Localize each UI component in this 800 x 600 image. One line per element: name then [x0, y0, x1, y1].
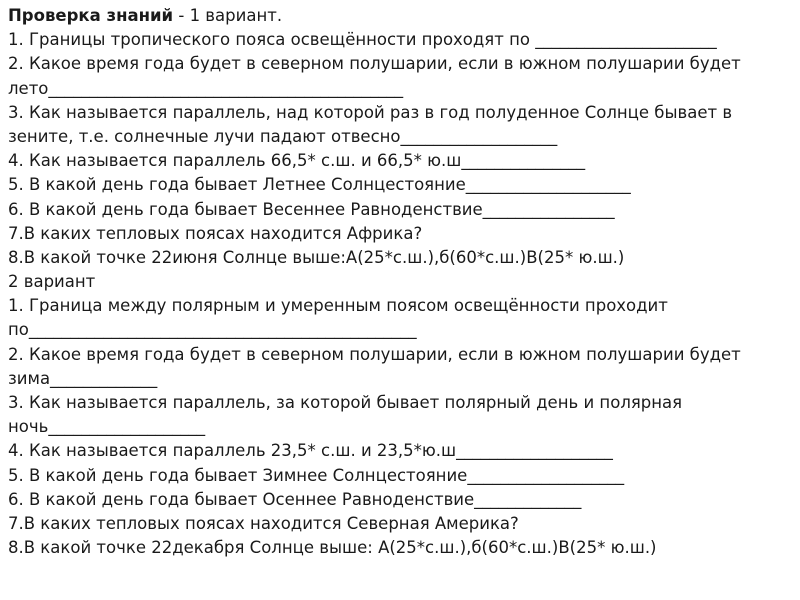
question-line: 5. В какой день года бывает Летнее Солнцестояние____________________	[8, 175, 631, 195]
question-line: 1. Границы тропического пояса освещённости проходят по ______________________	[8, 30, 717, 50]
question-line: 3. Как называется параллель, за которой бывает полярный день и полярная	[8, 393, 683, 412]
variant-heading: 2 вариант	[8, 272, 96, 292]
question-line: 4. Как называется параллель 23,5* с.ш. и 23,5*ю.ш___________________	[8, 441, 613, 461]
question-line: 8.В какой точке 22декабря Солнце выше: А(25*с.ш.),б(60*с.ш.)В(25* ю.ш.)	[8, 538, 657, 558]
question-line: 5. В какой день года бывает Зимнее Солнцестояние___________________	[8, 465, 625, 485]
question-line: 3. Как называется параллель, над которой раз в год полуденное Солнце бывает в	[8, 102, 733, 122]
question-line: лето___________________________________________	[8, 78, 404, 98]
question-line: 2. Какое время года будет в северном полушарии, если в южном полушарии будет	[8, 344, 741, 364]
worksheet-title: Проверка знаний	[8, 6, 174, 25]
question-line: ночь___________________	[8, 417, 206, 437]
worksheet	[8, 4, 792, 560]
question-line: 4. Как называется параллель 66,5* с.ш. и 66,5* ю.ш_______________	[8, 151, 586, 171]
question-line: 1. Граница между полярным и умеренным поясом освещённости проходит	[8, 296, 668, 316]
question-line: 7.В каких тепловых поясах находится Северная Америка?	[8, 513, 519, 533]
question-line: 8.В какой точке 22июня Солнце выше:А(25*с.ш.),б(60*с.ш.)В(25* ю.ш.)	[8, 247, 625, 267]
variant-label: - 1 вариант.	[173, 6, 283, 25]
worksheet-title-line	[8, 4, 792, 28]
question-line: 7.В каких тепловых поясах находится Африка?	[8, 223, 423, 243]
question-line: 6. В какой день года бывает Весеннее Равноденствие________________	[8, 199, 615, 219]
question-line: 6. В какой день года бывает Осеннее Равноденствие_____________	[8, 489, 582, 509]
question-line: зима_____________	[8, 368, 158, 388]
question-line: по_______________________________________________	[8, 320, 417, 340]
question-line: зените, т.е. солнечные лучи падают отвесно___________________	[8, 126, 558, 146]
question-line: 2. Какое время года будет в северном полушарии, если в южном полушарии будет	[8, 54, 741, 74]
